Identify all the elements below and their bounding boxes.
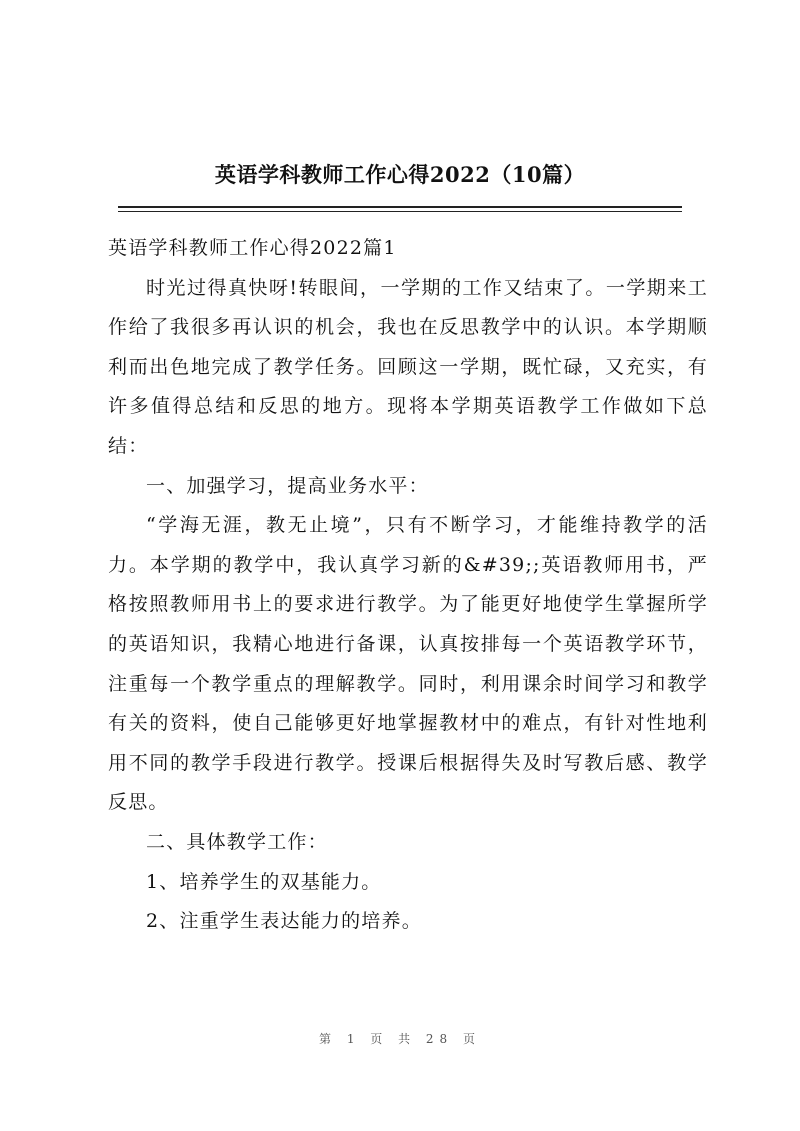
list-item: 2、注重学生表达能力的培养。 bbox=[146, 910, 422, 933]
section-heading: 英语学科教师工作心得2022篇1 bbox=[108, 237, 397, 259]
paragraph-intro: 时光过得真快呀!转眼间，一学期的工作又结束了。一学期来工作给了我很多再认识的机会，我也在反思教学中的认识。本学期顺利而出色地完成了教学任务。回顾这一学期，既忙碌，又充实，有许多值得总结和反思的地方。现将本学期英语教学工作做如下总结： bbox=[108, 276, 708, 457]
page-number: 第 1 页 共 28 页 bbox=[319, 1032, 481, 1046]
subheading-teaching: 二、具体教学工作： bbox=[146, 830, 328, 853]
paragraph-study: “学海无涯，教无止境”，只有不断学习，才能维持教学的活力。本学期的教学中，我认真学习新的&#39;;英语教师用书，严格按照教师用书上的要求进行教学。为了能更好地使学生掌握所学的英语知识，我精心地进行备课，认真按排每一个英语教学环节，注重每一个教学重点的理解教学。同时，利用课余时间学习和教学有关的资料，使自己能够更好地掌握教材中的难点，有针对性地利用不同的教学手段进行教学。授课后根据得失及时写教后感、教学反思。 bbox=[108, 514, 708, 814]
list-item: 1、培养学生的双基能力。 bbox=[146, 870, 382, 893]
title-divider-thin bbox=[118, 211, 682, 212]
title-divider bbox=[118, 206, 682, 208]
document-title: 英语学科教师工作心得2022（10篇） bbox=[214, 162, 586, 187]
subheading-study: 一、加强学习，提高业务水平： bbox=[146, 474, 429, 497]
document-body bbox=[108, 229, 708, 942]
